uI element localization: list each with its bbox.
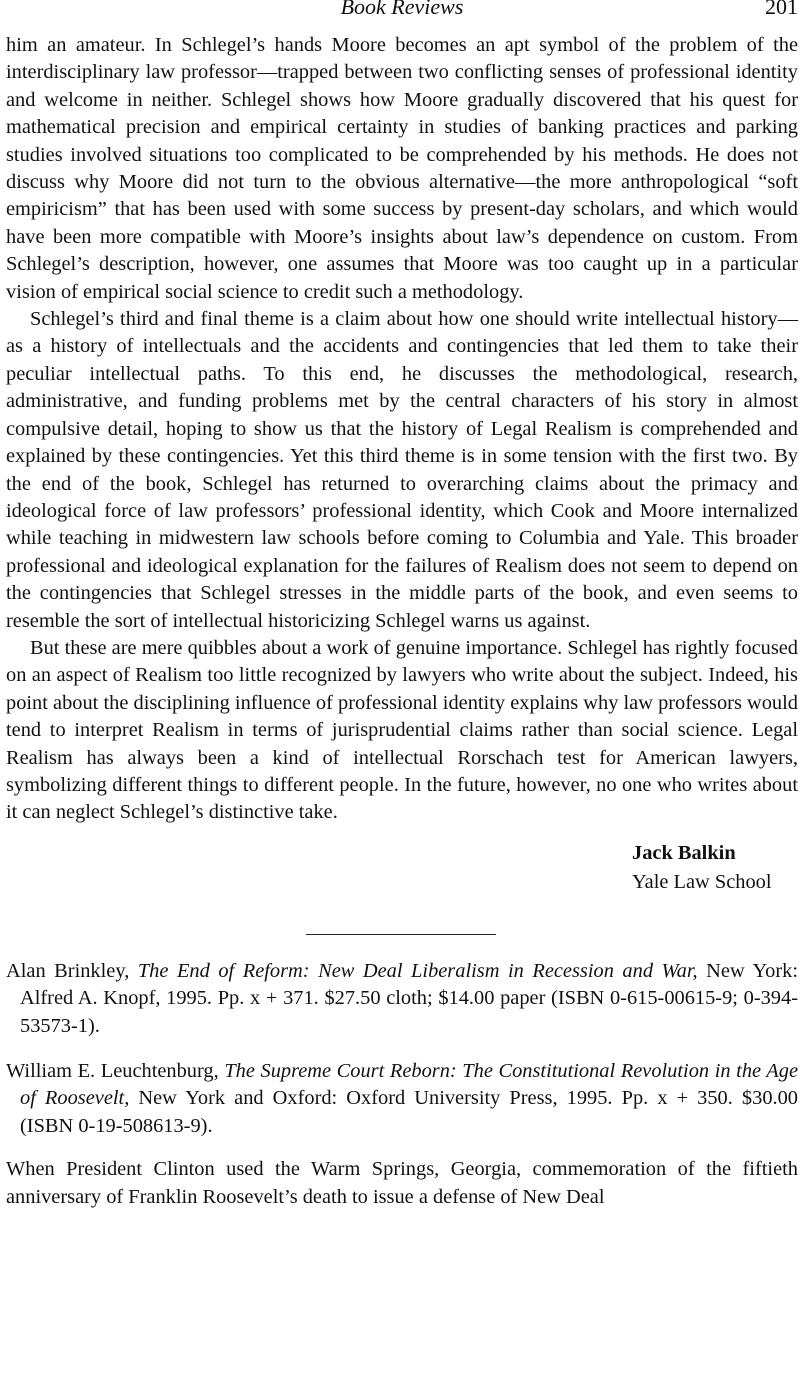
citation-title: The Supreme Court Reborn: The Constitutional Revolution in the Age of Roosevelt,	[20, 1060, 798, 1110]
citation-author: William E. Leuchtenburg,	[6, 1060, 225, 1082]
citation-title: The End of Reform: New Deal Liberalism in Recession and War,	[137, 959, 698, 982]
reviewer-affiliation: Yale Law School	[632, 870, 772, 893]
running-head-title: Book Reviews	[340, 0, 464, 19]
book-citation-brinkley	[6, 958, 798, 1040]
running-head	[6, 0, 798, 32]
page-number: 201	[765, 0, 798, 19]
citation-details: New York: Alfred A. Knopf, 1995. Pp. x + 371. $27.50 cloth; $14.00 paper (ISBN 0-615-00615-9; 0-394-53573-1).	[20, 959, 798, 1037]
citation-author: Alan Brinkley,	[6, 959, 138, 982]
paragraph-conclusion: But these are mere quibbles about a work of genuine importance. Schlegel has rightly focused on an aspect of Realism too little recognized by lawyers who write about the subject. Indeed, his point about the disciplining influence of professional identity explains why law professors would tend to interpret Realism in terms of jurisprudential claims rather than social science. Legal Realism has always been a kind of intellectual Rorschach test for American lawyers, symbolizing different things to different people. In the future, however, no one who writes about it can neglect Schlegel’s distinctive take.	[6, 636, 798, 824]
paragraph-continued: him an amateur. In Schlegel’s hands Moore becomes an apt symbol of the problem of the interdisciplinary law professor—trapped between two conflicting senses of professional identity and welcome in neither. Schlegel shows how Moore gradually discovered that his quest for mathematical precision and empirical certainty in studies of banking practices and parking studies involved situations too complicated to be comprehended by his methods. He does not discuss why Moore did not turn to the obvious alternative—the more anthropological “soft empiricism” that has been used with some success by present-day scholars, and which would have been more compatible with Moore’s insights about law’s dependence on custom. From Schlegel’s description, however, one assumes that Moore was too caught up in a particular vision of empirical social science to credit such a methodology.	[6, 34, 798, 303]
paragraph-third-theme: Schlegel’s third and final theme is a claim about how one should write intellectual history—as a history of intellectuals and the accidents and contingencies that led them to take their peculiar intellectual paths. To this end, he discusses the methodological, research, administrative, and funding problems met by the central characters of his story in almost compulsive detail, hoping to show us that the history of Legal Realism is comprehended and explained by these contingencies. Yet this third theme is in some tension with the first two. By the end of the book, Schlegel has returned to overarching claims about the primacy and ideological force of law professors’ professional identity, which Cook and Moore internalized while teaching in midwestern law schools before coming to Columbia and Yale. This broader professional and ideological explanation for the failures of Realism does not seem to depend on the contingencies that Schlegel stresses in the middle parts of the book, and even seems to resemble the sort of intellectual historicizing Schlegel warns us against.	[6, 308, 798, 632]
section-divider	[306, 934, 496, 935]
reviewer-signature	[632, 839, 798, 897]
journal-page	[6, 0, 798, 1211]
book-citation-leuchtenburg	[6, 1058, 798, 1140]
next-review-opening: When President Clinton used the Warm Springs, Georgia, commemoration of the fiftieth anniversary of Franklin Roosevelt’s death to issue a defense of New Deal	[6, 1158, 798, 1208]
review-body	[6, 32, 798, 827]
citation-details: New York and Oxford: Oxford University Press, 1995. Pp. x + 350. $30.00 (ISBN 0-19-508613-9).	[20, 1087, 799, 1137]
reviewer-name: Jack Balkin	[632, 841, 736, 864]
